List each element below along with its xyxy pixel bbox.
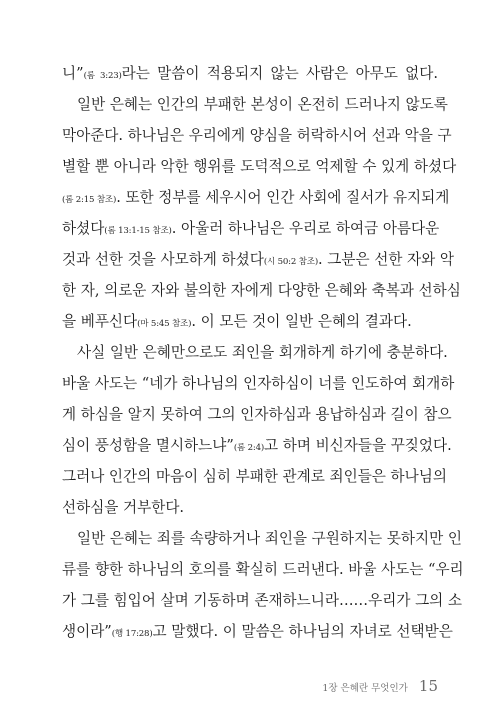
text-segment: 바울 사도는 “네가 하나님의 인자하심이 너를 인도하여 회개하 [62, 375, 455, 392]
text-segment: 게 하심을 알지 못하여 그의 인자하심과 용납하심과 길이 참으 [62, 406, 452, 423]
text-segment: 고 하며 비신자들을 꾸짖었다. [264, 437, 452, 454]
text-segment: 심이 풍성함을 멸시하느냐” [62, 437, 234, 454]
text-segment: 니” [62, 65, 84, 82]
text-line [62, 157, 457, 177]
text-line [62, 622, 453, 644]
text-segment: 라는 말씀이 적용되지 않는 사람은 아무도 없다. [121, 65, 439, 82]
text-segment: . 이 모든 것이 일반 은혜의 결과다. [191, 313, 412, 330]
text-line [62, 560, 464, 580]
text-segment: 일반 은혜는 죄를 속량하거나 죄인을 구원하지는 못하지만 인 [77, 530, 462, 547]
text-line [62, 250, 454, 272]
text-segment: 하셨다 [62, 220, 105, 237]
text-line [62, 188, 450, 210]
text-line [62, 436, 452, 458]
text-line [62, 498, 438, 518]
verse-reference: (롬 13:1-15 참조) [104, 226, 172, 236]
page-footer [0, 676, 438, 695]
text-segment: 생이라” [62, 623, 112, 640]
verse-reference: (롬 3:23) [83, 71, 122, 81]
text-segment: . 또한 정부를 세우시어 인간 사회에 질서가 유지되게 [116, 189, 450, 206]
text-line [62, 591, 463, 611]
text-segment: 한 자, 의로운 자와 불의한 자에게 다양한 은혜와 축복과 선하심 [62, 282, 461, 299]
text-segment: 별할 뿐 아니라 악한 행위를 도덕적으로 억제할 수 있게 하셨다 [62, 158, 457, 175]
text-line [62, 312, 438, 334]
verse-reference: (롬 2:15 참조) [62, 195, 117, 205]
text-segment: 선하심을 거부한다. [62, 499, 185, 516]
text-line [62, 374, 455, 394]
text-segment: . 아울러 하나님은 우리로 하여금 아름다운 [171, 220, 440, 237]
text-line [62, 64, 438, 86]
text-line [62, 126, 452, 146]
verse-reference: (시 50:2 참조) [263, 257, 319, 267]
text-segment: 것과 선한 것을 사모하게 하셨다 [62, 251, 264, 268]
text-segment: 고 말했다. 이 말씀은 하나님의 자녀로 선택받은 [152, 623, 453, 640]
text-line [62, 467, 447, 487]
text-segment: 막아준다. 하나님은 우리에게 양심을 허락하시어 선과 악을 구 [62, 127, 452, 144]
text-segment: 일반 은혜는 인간의 부패한 본성이 온전히 드러나지 않도록 [77, 96, 448, 113]
chapter-title: 1장 은혜란 무엇인가 [322, 683, 408, 694]
text-line [77, 529, 462, 549]
text-segment: 사실 일반 은혜만으로도 죄인을 회개하게 하기에 충분하다. [77, 344, 448, 361]
text-line [62, 281, 461, 301]
text-line [62, 219, 438, 241]
text-segment: 가 그를 힘입어 살며 기동하며 존재하느니라……우리가 그의 소 [62, 592, 463, 609]
text-line [62, 405, 452, 425]
verse-reference: (마 5:45 참조) [137, 319, 192, 329]
text-segment: 류를 향한 하나님의 호의를 확실히 드러낸다. 바울 사도는 “우리 [62, 561, 464, 578]
verse-reference: (롬 2:4) [233, 443, 264, 453]
text-line [77, 343, 448, 363]
page-number: 15 [418, 677, 438, 695]
verse-reference: (행 17:28) [111, 629, 153, 639]
text-segment: . 그분은 선한 자와 악 [318, 251, 454, 268]
text-segment: 그러나 인간의 마음이 심히 부패한 관계로 죄인들은 하나님의 [62, 468, 447, 485]
text-segment: 을 베푸신다 [62, 313, 138, 330]
text-line [77, 95, 448, 115]
